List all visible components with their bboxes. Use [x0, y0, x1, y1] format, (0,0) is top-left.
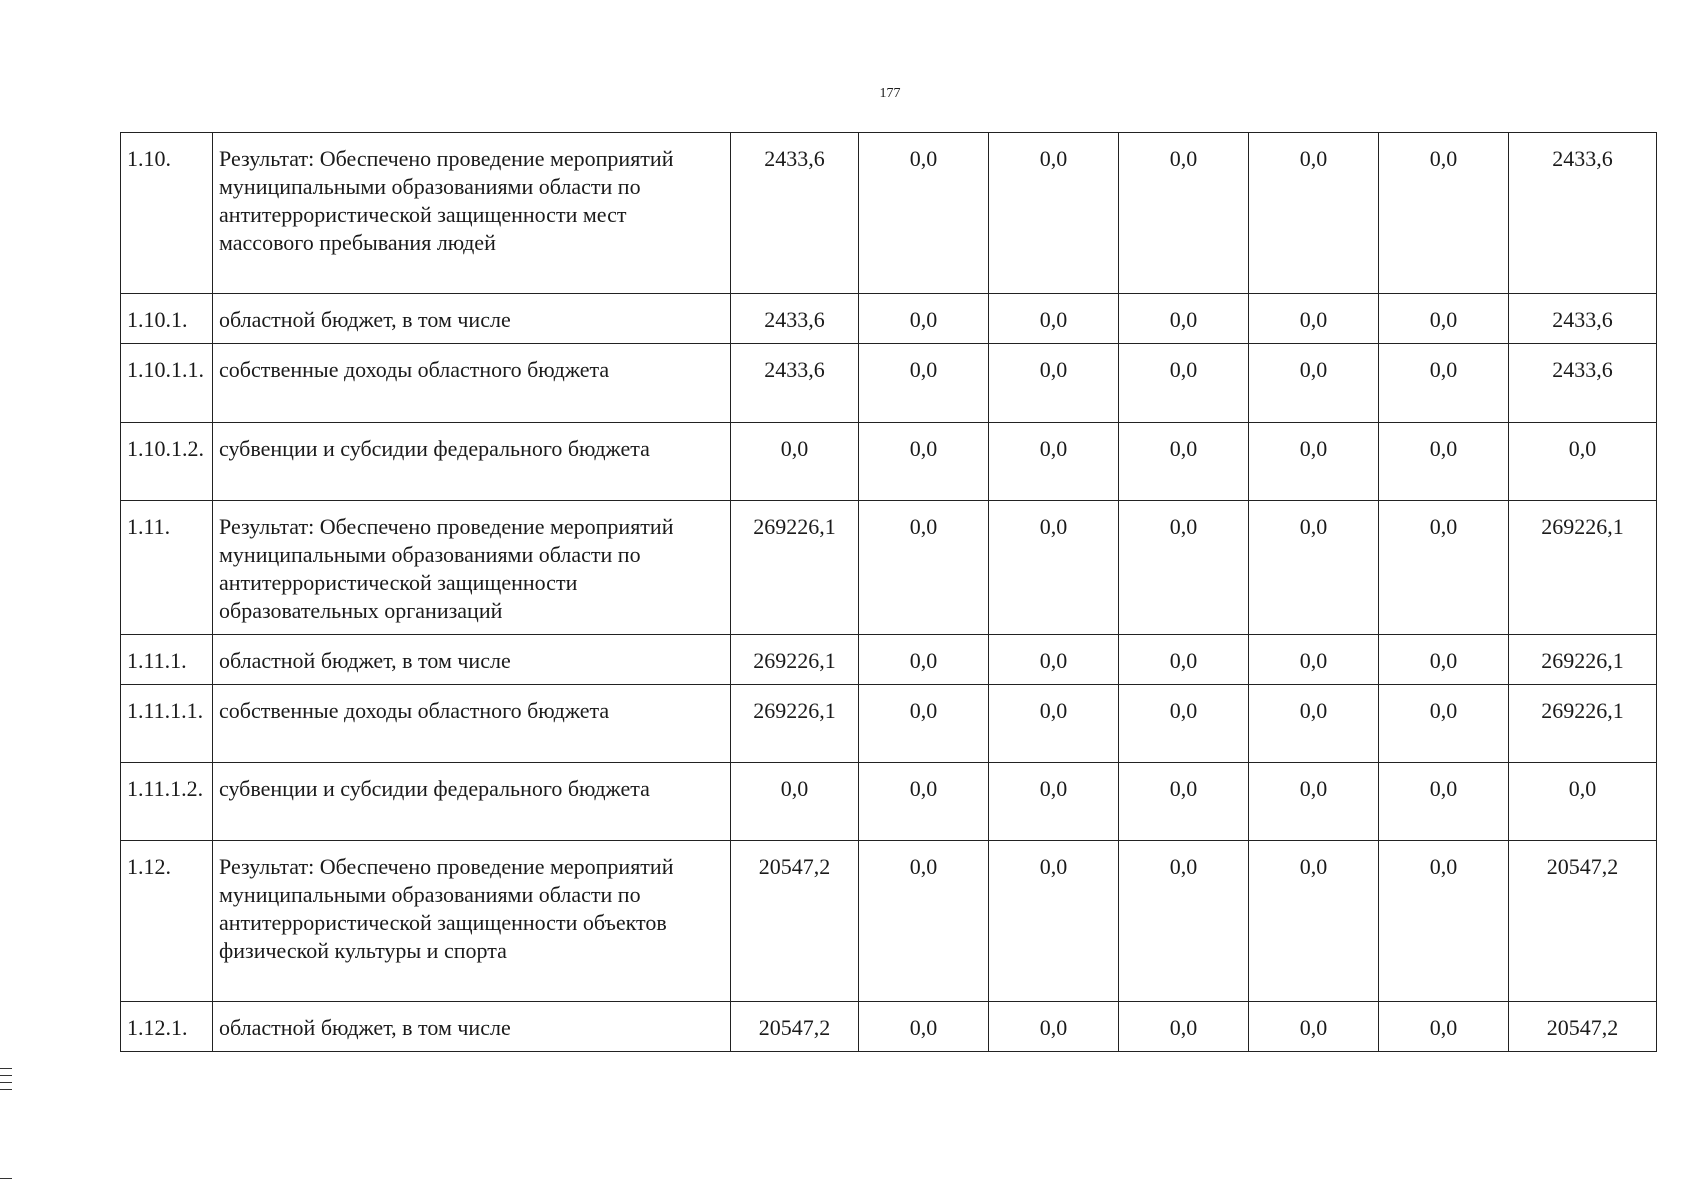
value-cell: 0,0: [731, 423, 859, 501]
row-name: собственные доходы областного бюджета: [213, 344, 731, 423]
scan-edge-dash: [0, 1178, 12, 1179]
value-cell: 0,0: [989, 1002, 1119, 1052]
value-cell: 0,0: [1119, 685, 1249, 763]
scan-edge-marks: [0, 1068, 12, 1096]
value-cell: 0,0: [989, 344, 1119, 423]
row-code: 1.10.1.2.: [121, 423, 213, 501]
table-row: [121, 841, 1657, 1002]
total-cell: 20547,2: [1509, 841, 1657, 1002]
value-cell: 0,0: [859, 763, 989, 841]
value-cell: 0,0: [859, 1002, 989, 1052]
value-cell: 0,0: [1249, 294, 1379, 344]
table-row: [121, 133, 1657, 294]
value-cell: 0,0: [1249, 133, 1379, 294]
value-cell: 0,0: [1249, 841, 1379, 1002]
row-code: 1.11.1.: [121, 635, 213, 685]
value-cell: 0,0: [1119, 501, 1249, 635]
table-body: [121, 133, 1657, 1052]
value-cell: 2433,6: [731, 344, 859, 423]
row-name: областной бюджет, в том числе: [213, 635, 731, 685]
table-row: [121, 501, 1657, 635]
value-cell: 0,0: [989, 841, 1119, 1002]
value-cell: 0,0: [1379, 685, 1509, 763]
row-name: субвенции и субсидии федерального бюджета: [213, 763, 731, 841]
row-code: 1.11.1.2.: [121, 763, 213, 841]
table-row: [121, 294, 1657, 344]
row-code: 1.11.: [121, 501, 213, 635]
table-row: [121, 1002, 1657, 1052]
row-code: 1.11.1.1.: [121, 685, 213, 763]
row-name: Результат: Обеспечено проведение мероприятий муниципальными образованиями области по антитеррористической защищенности образовательных организаций: [213, 501, 731, 635]
value-cell: 269226,1: [731, 635, 859, 685]
value-cell: 0,0: [1119, 133, 1249, 294]
value-cell: 0,0: [1119, 841, 1249, 1002]
value-cell: 0,0: [859, 344, 989, 423]
total-cell: 20547,2: [1509, 1002, 1657, 1052]
row-name: субвенции и субсидии федерального бюджета: [213, 423, 731, 501]
table-row: [121, 344, 1657, 423]
total-cell: 0,0: [1509, 763, 1657, 841]
row-code: 1.10.: [121, 133, 213, 294]
value-cell: 0,0: [1249, 344, 1379, 423]
row-code: 1.12.: [121, 841, 213, 1002]
total-cell: 269226,1: [1509, 501, 1657, 635]
value-cell: 20547,2: [731, 841, 859, 1002]
row-name: Результат: Обеспечено проведение мероприятий муниципальными образованиями области по антитеррористической защищенности объектов физической культуры и спорта: [213, 841, 731, 1002]
value-cell: 0,0: [1379, 841, 1509, 1002]
value-cell: 0,0: [1249, 635, 1379, 685]
value-cell: 0,0: [1379, 635, 1509, 685]
value-cell: 0,0: [1249, 685, 1379, 763]
total-cell: 2433,6: [1509, 344, 1657, 423]
value-cell: 0,0: [859, 635, 989, 685]
value-cell: 0,0: [989, 635, 1119, 685]
value-cell: 0,0: [1379, 133, 1509, 294]
row-name: областной бюджет, в том числе: [213, 294, 731, 344]
value-cell: 0,0: [989, 423, 1119, 501]
value-cell: 20547,2: [731, 1002, 859, 1052]
row-name: областной бюджет, в том числе: [213, 1002, 731, 1052]
value-cell: 0,0: [859, 685, 989, 763]
row-code: 1.12.1.: [121, 1002, 213, 1052]
total-cell: 269226,1: [1509, 635, 1657, 685]
table-row: [121, 685, 1657, 763]
value-cell: 0,0: [1119, 344, 1249, 423]
value-cell: 269226,1: [731, 501, 859, 635]
row-name: собственные доходы областного бюджета: [213, 685, 731, 763]
total-cell: 0,0: [1509, 423, 1657, 501]
row-name: Результат: Обеспечено проведение мероприятий муниципальными образованиями области по антитеррористической защищенности мест массового пребывания людей: [213, 133, 731, 294]
value-cell: 0,0: [989, 685, 1119, 763]
total-cell: 269226,1: [1509, 685, 1657, 763]
total-cell: 2433,6: [1509, 294, 1657, 344]
value-cell: 0,0: [859, 501, 989, 635]
value-cell: 0,0: [1119, 1002, 1249, 1052]
value-cell: 269226,1: [731, 685, 859, 763]
value-cell: 0,0: [1249, 501, 1379, 635]
value-cell: 0,0: [859, 841, 989, 1002]
value-cell: 0,0: [1119, 423, 1249, 501]
table-row: [121, 635, 1657, 685]
value-cell: 0,0: [989, 501, 1119, 635]
value-cell: 0,0: [1119, 763, 1249, 841]
value-cell: 0,0: [859, 133, 989, 294]
row-code: 1.10.1.1.: [121, 344, 213, 423]
table-row: [121, 763, 1657, 841]
page-number: 177: [879, 86, 901, 101]
value-cell: 0,0: [731, 763, 859, 841]
value-cell: 0,0: [1249, 763, 1379, 841]
value-cell: 0,0: [1379, 344, 1509, 423]
total-cell: 2433,6: [1509, 133, 1657, 294]
row-code: 1.10.1.: [121, 294, 213, 344]
value-cell: 0,0: [859, 423, 989, 501]
value-cell: 0,0: [989, 133, 1119, 294]
value-cell: 0,0: [1249, 423, 1379, 501]
value-cell: 0,0: [1249, 1002, 1379, 1052]
value-cell: 2433,6: [731, 294, 859, 344]
value-cell: 2433,6: [731, 133, 859, 294]
value-cell: 0,0: [1119, 635, 1249, 685]
value-cell: 0,0: [989, 294, 1119, 344]
table-row: [121, 423, 1657, 501]
value-cell: 0,0: [859, 294, 989, 344]
budget-table: [120, 132, 1657, 1052]
value-cell: 0,0: [1379, 423, 1509, 501]
value-cell: 0,0: [1379, 763, 1509, 841]
value-cell: 0,0: [989, 763, 1119, 841]
value-cell: 0,0: [1379, 294, 1509, 344]
value-cell: 0,0: [1119, 294, 1249, 344]
value-cell: 0,0: [1379, 1002, 1509, 1052]
value-cell: 0,0: [1379, 501, 1509, 635]
